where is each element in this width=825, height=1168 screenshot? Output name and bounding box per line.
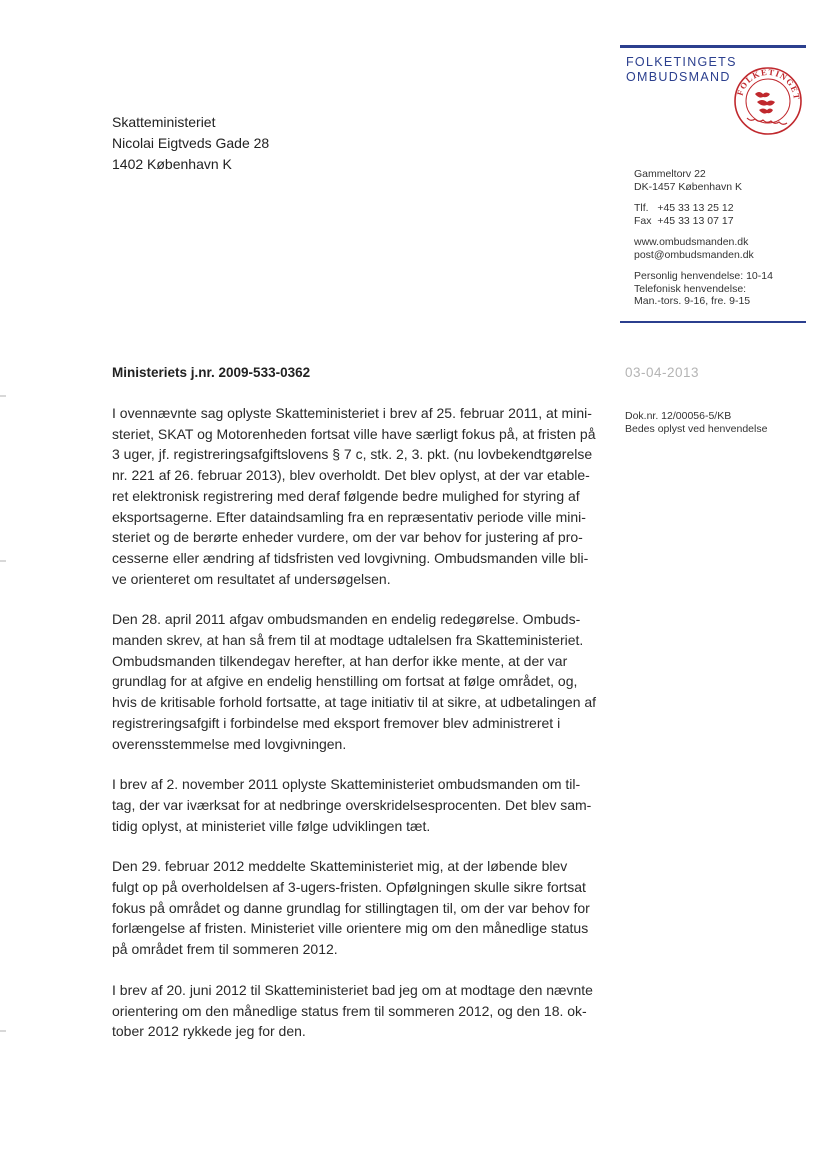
org-name (626, 55, 737, 85)
contact-address-line2: DK-1457 København K (634, 180, 742, 193)
text-line: I brev af 2. november 2011 oplyste Skatteministeriet ombudsmanden om til- (112, 776, 581, 793)
recipient-city: 1402 København K (112, 156, 232, 172)
text-line: Den 28. april 2011 afgav ombudsmanden en endelig redegørelse. Ombuds- (112, 611, 581, 628)
text-line: orientering om den månedlige status frem til sommeren 2012, og den 18. ok- (112, 1002, 587, 1019)
recipient-street: Nicolai Eigtveds Gade 28 (112, 135, 270, 151)
text-line: cesserne eller ændring af tidsfristen ved lovgivning. Ombudsmanden ville bli- (112, 549, 589, 566)
text-line: nr. 221 af 26. februar 2013), blev overholdt. Det blev oplyst, at der var etable- (112, 467, 590, 484)
text-line: tidig oplyst, at ministeriet ville følge udviklingen tæt. (112, 817, 431, 834)
text-line: grundlag for at afgive en endelig henstilling om fortsat at følge området, og, (112, 673, 578, 690)
contact-phones (634, 202, 773, 227)
text-line: 3 uger, jf. registreringsafgiftslovens § 7 c, stk. 2, 3. pkt. (nu lovbekendtgørelse (112, 446, 593, 463)
body-paragraph-1 (112, 403, 598, 589)
text-line: forlængelse af fristen. Ministeriet ville orientere mig om den månedlige status (112, 920, 589, 937)
text-line: fulgt op på overholdelsen af 3-ugers-fristen. Opfølgningen skulle sikre fortsat (112, 879, 586, 896)
header-rule-bottom (620, 321, 806, 323)
text-line: fokus på området og danne grundlag for stillingtagen til, om der var behov for (112, 899, 590, 916)
text-line: på området frem til sommeren 2012. (112, 941, 338, 958)
scan-mark (0, 560, 6, 562)
contact-hours (634, 270, 773, 308)
text-line: manden skrev, at han så frem til at modtage udtalelsen fra Skatteministeriet. (112, 632, 584, 649)
case-reference: Ministeriets j.nr. 2009-533-0362 (112, 365, 311, 380)
contact-address (634, 168, 773, 193)
text-line: ret elektronisk registrering med deraf følgende bedre mulighed for styring af (112, 487, 580, 504)
text-line: I brev af 20. juni 2012 til Skatteministeriet bad jeg om at modtage den nævnte (112, 981, 593, 998)
text-line: eksportsagerne. Efter dataindsamling fra en repræsentativ periode ville mini- (112, 508, 586, 525)
text-line: overensstemmelse med lovgivningen. (112, 735, 347, 752)
contact-fax: Fax +45 33 13 07 17 (634, 214, 734, 227)
text-line: steriet og de berørte enheder vurdere, om der var behov for justering af pro- (112, 529, 583, 546)
seal-text: FOLKETINGET (734, 66, 803, 102)
body-paragraph-4 (112, 856, 598, 960)
document-reference-note: Bedes oplyst ved henvendelse (625, 423, 768, 435)
ombudsman-seal-icon (733, 66, 803, 136)
recipient-address (112, 112, 269, 175)
scan-mark (0, 1030, 6, 1032)
contact-phone: Tlf. +45 33 13 25 12 (634, 202, 734, 214)
text-line: steriet, SKAT og Motorenheden fortsat ville have særligt fokus på, at fristen på (112, 425, 596, 442)
text-line: ve orienteret om resultatet af undersøgelsen. (112, 570, 391, 587)
recipient-name: Skatteministeriet (112, 114, 216, 130)
contact-address-line1: Gammeltorv 22 (634, 168, 706, 180)
text-line: registreringsafgift i forbindelse med eksport fremover blev administreret i (112, 714, 561, 731)
letter-body (112, 403, 598, 1062)
document-date: 03-04-2013 (625, 365, 700, 380)
contact-web-link[interactable]: www.ombudsmanden.dk (634, 236, 749, 248)
document-number: Dok.nr. 12/00056-5/KB (625, 410, 732, 422)
org-name-line2: OMBUDSMAND (626, 70, 731, 84)
text-line: hvis de kritisable forhold fortsatte, at tage initiativ til at sikre, at udbetalingen af (112, 694, 597, 711)
contact-info (634, 168, 773, 317)
body-paragraph-2 (112, 609, 598, 754)
contact-hours-line1: Personlig henvendelse: 10-14 (634, 270, 773, 282)
scan-mark (0, 395, 6, 397)
body-paragraph-3 (112, 774, 598, 836)
header-rule-top (620, 45, 806, 48)
contact-hours-line3: Man.-tors. 9-16, fre. 9-15 (634, 295, 751, 307)
text-line: Den 29. februar 2012 meddelte Skatteministeriet mig, at der løbende blev (112, 858, 568, 875)
text-line: I ovennævnte sag oplyste Skatteministeriet i brev af 25. februar 2011, at mini- (112, 405, 592, 421)
text-line: tag, der var iværksat for at nedbringe overskridelsesprocenten. Det blev sam- (112, 796, 592, 813)
contact-email-link[interactable]: post@ombudsmanden.dk (634, 248, 754, 261)
text-line: Ombudsmanden tilkendegav herefter, at han derfor ikke mente, at der var (112, 652, 568, 669)
text-line: tober 2012 rykkede jeg for den. (112, 1023, 306, 1040)
org-name-line1: FOLKETINGETS (626, 55, 737, 69)
document-reference (625, 410, 767, 436)
contact-hours-line2: Telefonisk henvendelse: (634, 282, 747, 295)
contact-online (634, 236, 773, 261)
body-paragraph-5 (112, 980, 598, 1042)
